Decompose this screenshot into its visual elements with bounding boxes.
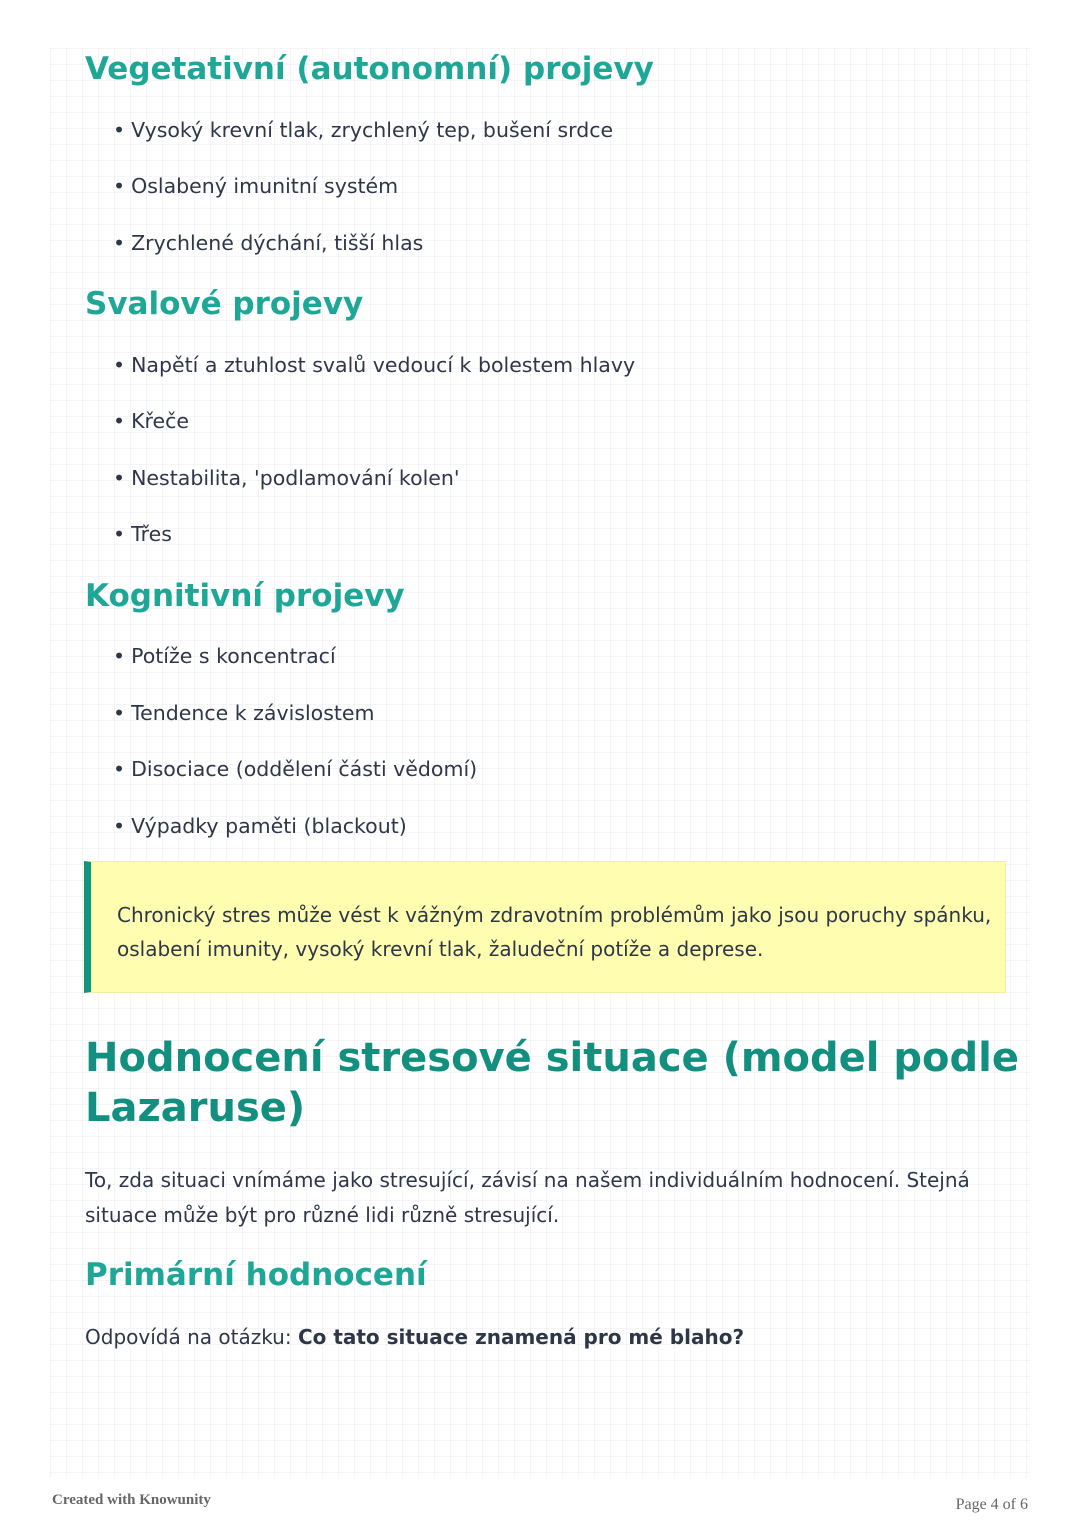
- section-heading-primary: Primární hodnocení: [85, 1257, 427, 1293]
- list-item: [113, 521, 172, 548]
- list-item: [113, 643, 336, 670]
- list-item: [113, 408, 189, 435]
- list-item: [113, 465, 460, 492]
- list-item-text: Oslabený imunitní systém: [131, 174, 399, 198]
- footer-created-with: Created with Knowunity: [52, 1492, 211, 1508]
- question-lead: Odpovídá na otázku:: [85, 1325, 298, 1349]
- list-item-text: Vysoký krevní tlak, zrychlený tep, bušení srdce: [131, 118, 614, 142]
- list-item: [113, 173, 398, 200]
- list-item: [113, 756, 477, 783]
- section-heading-vegetative: Vegetativní (autonomní) projevy: [85, 51, 654, 87]
- bullet-dot: •: [113, 231, 126, 255]
- bullet-dot: •: [113, 814, 126, 838]
- list-item-text: Tendence k závislostem: [131, 701, 375, 725]
- list-item-text: Napětí a ztuhlost svalů vedoucí k bolestem hlavy: [131, 353, 636, 377]
- bullet-dot: •: [113, 644, 126, 668]
- list-item-text: Zrychlené dýchání, tišší hlas: [131, 231, 424, 255]
- list-item: [113, 230, 423, 257]
- list-item-text: Disociace (oddělení části vědomí): [131, 757, 478, 781]
- list-item: [113, 813, 407, 840]
- bullet-dot: •: [113, 174, 126, 198]
- bullet-dot: •: [113, 466, 126, 490]
- section-heading-cognitive: Kognitivní projevy: [85, 578, 405, 614]
- question-text: Co tato situace znamená pro mé blaho?: [297, 1325, 745, 1349]
- list-item-text: Křeče: [131, 409, 190, 433]
- list-item-text: Výpadky paměti (blackout): [131, 814, 407, 838]
- section-heading-muscular: Svalové projevy: [85, 286, 364, 322]
- list-item-text: Nestabilita, 'podlamování kolen': [131, 466, 460, 490]
- bullet-dot: •: [113, 757, 126, 781]
- list-item: [113, 117, 613, 144]
- list-item-text: Třes: [131, 522, 172, 546]
- list-item-text: Potíže s koncentrací: [131, 644, 336, 668]
- primary-question-paragraph: [85, 1320, 990, 1355]
- bullet-dot: •: [113, 118, 126, 142]
- footer-page-number: Page 4 of 6: [955, 1496, 1028, 1513]
- list-item: [113, 700, 375, 727]
- bullet-dot: •: [113, 353, 126, 377]
- intro-paragraph: To, zda situaci vnímáme jako stresující, závisí na našem individuálním hodnocení. Stejná situace může být pro různé lidi různě stresující.: [85, 1168, 970, 1227]
- bullet-dot: •: [113, 522, 126, 546]
- bullet-dot: •: [113, 409, 126, 433]
- callout-text: Chronický stres může vést k vážným zdravotním problémům jako jsou poruchy spánku, oslabení imunity, vysoký krevní tlak, žaludeční potíže a deprese.: [117, 903, 992, 961]
- list-item: [113, 352, 635, 379]
- main-heading: Hodnocení stresové situace (model podle Lazaruse): [85, 1035, 1020, 1131]
- callout-box: [84, 861, 1006, 993]
- bullet-dot: •: [113, 701, 126, 725]
